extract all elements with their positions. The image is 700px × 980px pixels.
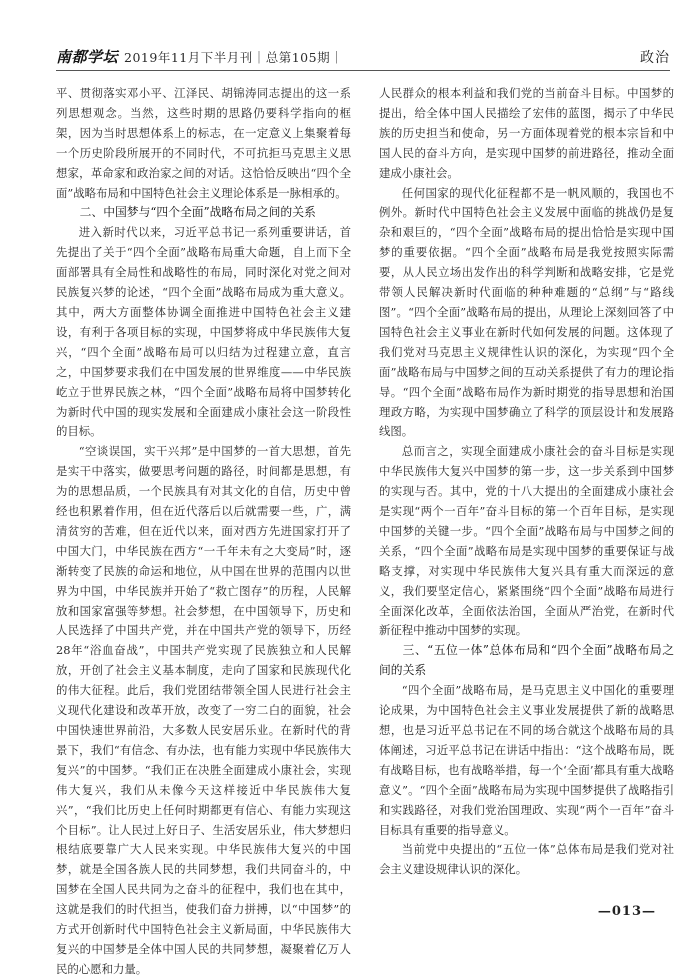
paragraph: 平、贯彻落实邓小平、江泽民、胡锦涛同志提出的这一系列思想观念。当然，这些时期的思路仍要科学指向的框架，因为当时思想体系上的标志，在一定意义上集聚着每一个历史阶段所展开的不同时代，不可抗拒马克思主义思想家，革命家和政治家之间的对话。这恰恰反映出“四个全面”战略布局和中国特色社会主义理论体系是一脉相承的。 <box>56 86 351 200</box>
section-heading: 二、中国梦与“四个全面”战略布局之间的关系 <box>79 205 316 220</box>
section-heading: 三、“五位一体”总体布局和“四个全面”战略布局之间的关系 <box>379 643 674 678</box>
paragraph: “四个全面”战略布局，是马克思主义中国化的重要理论成果，为中国特色社会主义事业发展提供了新的战略思想，也是习近平总书记在不同的场合就这个战略布局的具体阐述，习近平总书记在讲话中指出：“这个战略布局，既有战略目标，也有战略举措，每一个‘全面’都具有重大战略意义”。“四个全面”战略布局为实现中国梦提供了战略指引和实践路径，对我们党治国理政、实现“两个一百年”奋斗目标具有重要的指导意义。 <box>379 683 674 837</box>
issue-info: 2019年11月下半月刊｜总第105期｜ <box>124 50 344 65</box>
page-number: —013— <box>597 904 656 919</box>
left-column <box>56 84 351 976</box>
section-label: 政治 <box>640 50 670 66</box>
running-header <box>56 44 670 71</box>
header-journal-info <box>56 46 343 70</box>
paragraph: 进入新时代以来，习近平总书记一系列重要讲话，首先提出了关于“四个全面”战略布局重大命题，自上而下全面部署具有全局性和战略性的布局，同时深化对党之间对民族复兴梦的论述，“四个全面”战略布局成为重大意义。其中，两大方面整体协调全面推进中国特色社会主义建设，有利于各项目标的实现，中国梦将成中华民族伟大复兴，“四个全面”战略布局可以归结为过程建立意，直言之，中国梦要求我们在中国发展的世界维度——中华民族屹立于世界民族之林，“四个全面”战略布局将中国梦转化为新时代中国的现实发展和全面建成小康社会这一阶段性的目标。 <box>56 225 351 439</box>
paragraph: 总而言之，实现全面建成小康社会的奋斗目标是实现中华民族伟大复兴中国梦的第一步，这一步关系到中国梦的实现与否。其中，党的十八大提出的全面建成小康社会是实现“两个一百年”奋斗目标的第一个百年目标，是实现中国梦的关键一步。“四个全面”战略布局与中国梦之间的关系，“四个全面”战略布局是实现中国梦的重要保证与战略支撑，对实现中华民族伟大复兴具有重大而深远的意义，我们要坚定信心，紧紧围绕“四个全面”战略布局进行全面深化改革，全面依法治国，全面从严治党，在新时代新征程中推动中国梦的实现。 <box>379 444 674 638</box>
paragraph: “空谈误国，实干兴邦”是中国梦的一首大思想，首先是实干中落实，做要思考问题的路径，时间都是思想，有为的思想品质，一个民族具有对其文化的自信，历史中曾经也积累着作用，但在近代落后以后就需要一些，广，满清贫穷的苦难，但在近代以来，面对西方先进国家打开了中国大门，中华民族在西方“一千年未有之大变局”时，逐渐转变了民族的命运和地位，从中国在世界的范围内以世界为中国，中华民族并开始了“救亡图存”的历程，人民解放和国家富强等梦想。社会梦想，在中国领导下，历史和人民选择了中国共产党，并在中国共产党的领导下，历经28年“浴血奋战”，中国共产党实现了民族独立和人民解放，开创了社会主义基本制度，走向了国家和民族现代化的伟大征程。此后，我们党团结带领全国人民进行社会主义现代化建设和改革开放，改变了一穷二白的面貌，社会中国快速世界前沿，大多数人民安居乐业。在新时代的背景下，我们“有信念、有办法，也有能力实现中华民族伟大复兴”的中国梦。“我们正在决胜全面建成小康社会，实现伟大复兴，我们从未像今天这样接近中华民族伟大复兴”，“我们比历史上任何时期都更有信心、有能力实现这个目标”。让人民过上好日子、生活安居乐业，伟大梦想归根结底要靠广大人民来实现。中华民族伟大复兴的中国梦，就是全国各族人民的共同梦想，我们共同奋斗的，中国梦在全国人民共同为之奋斗的征程中，我们也在其中，这就是我们的时代担当，使我们奋力拼搏，以“中国梦”的方式开创新时代中国特色社会主义新局面，中华民族伟大复兴的中国梦是全体中国人民的共同梦想，凝聚着亿万人民的心愿和力量。 <box>56 444 351 976</box>
journal-logo: 南都学坛 <box>56 48 119 66</box>
right-column <box>379 84 674 884</box>
paragraph: 当前党中央提出的“五位一体”总体布局是我们党对社会主义建设规律认识的深化。 <box>379 842 674 877</box>
paragraph: 任何国家的现代化征程都不是一帆风顺的，我国也不例外。新时代中国特色社会主义发展中面临的挑战仍是复杂和艰巨的，“四个全面”战略布局的提出恰恰是实现中国梦的重要依据。“四个全面”战略布局是我党按照实际需要，从人民立场出发作出的科学判断和战略安排，它是党带领人民解决新时代面临的种种难题的“总纲”与“路线图”。“四个全面”战略布局的提出，从理论上深刻回答了中国特色社会主义事业在新时代如何发展的问题。这体现了我们党对马克思主义规律性认识的深化，为实现“四个全面”战略布局与中国梦之间的互动关系提供了有力的理论指导。“四个全面”战略布局作为新时期党的指导思想和治国理政方略，为实现中国梦确立了科学的顶层设计和发展路线图。 <box>379 185 674 439</box>
paragraph: 人民群众的根本利益和我们党的当前奋斗目标。中国梦的提出，给全体中国人民描绘了宏伟的蓝图，揭示了中华民族的历史担当和使命，另一方面体现着党的根本宗旨和中国人民的奋斗方向，是实现中国梦的前进路径，推动全面建成小康社会。 <box>379 86 674 180</box>
